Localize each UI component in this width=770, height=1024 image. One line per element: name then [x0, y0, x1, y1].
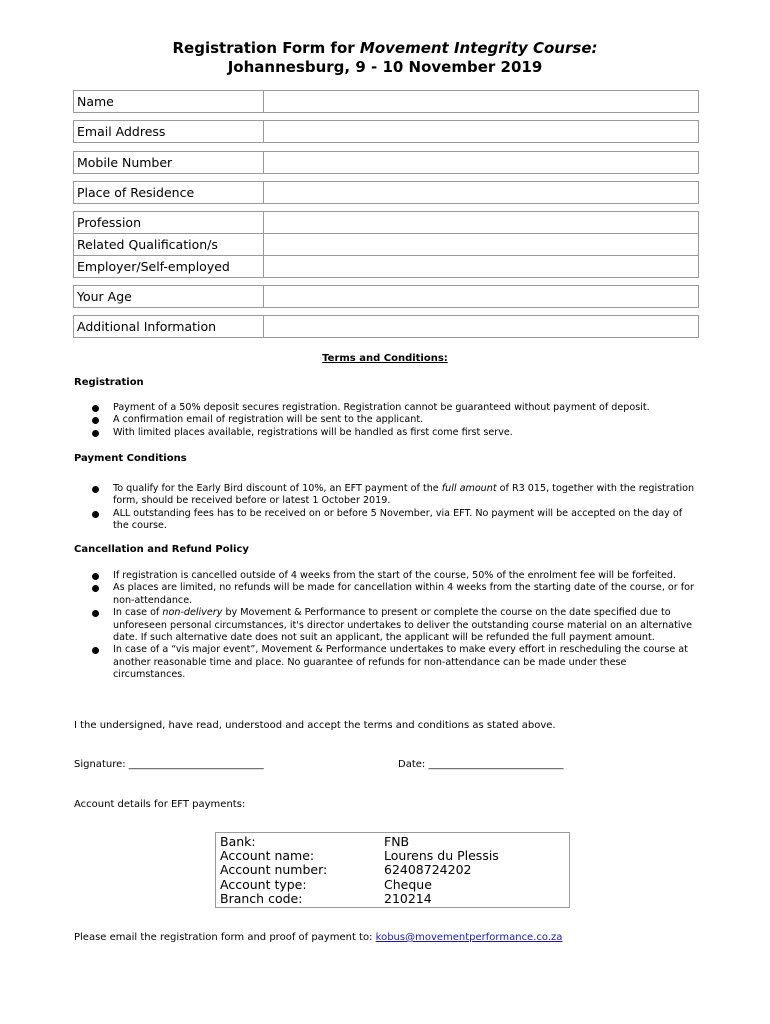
- mobile-label: Mobile Number: [73, 151, 264, 174]
- payment-heading: Payment Conditions: [74, 453, 187, 464]
- email-label: Email Address: [73, 120, 264, 143]
- age-input[interactable]: [264, 285, 699, 308]
- field-name-table: [73, 90, 699, 113]
- field-mobile-table: [73, 151, 699, 174]
- list-item: As places are limited, no refunds will be made for cancellation within 4 weeks from the starting date of the course, or for non-attendance.: [88, 582, 700, 607]
- terms-heading: Terms and Conditions:: [322, 353, 448, 364]
- account-intro: Account details for EFT payments:: [74, 799, 246, 810]
- additional-label: Additional Information: [73, 315, 264, 338]
- list-item: In case of a “vis major event”, Movement & Performance undertakes to make every effort in rescheduling the course at another reasonable time and place. No guarantee of refunds for non-attendance can be made under these circumstances.: [88, 644, 700, 681]
- residence-label: Place of Residence: [73, 181, 264, 204]
- signature-line: Signature: ___________________________: [74, 759, 264, 770]
- field-residence-table: [73, 181, 699, 204]
- mobile-input[interactable]: [264, 151, 699, 174]
- course-name: Movement Integrity Course:: [359, 39, 598, 57]
- field-email-table: [73, 120, 699, 143]
- name-label: Name: [73, 90, 264, 113]
- registration-heading: Registration: [74, 377, 144, 388]
- list-item: Payment of a 50% deposit secures registration. Registration cannot be guaranteed without payment of deposit.: [88, 402, 700, 414]
- registration-list: [88, 402, 700, 439]
- qualification-input[interactable]: [264, 234, 699, 256]
- list-item: ALL outstanding fees has to be received on or before 5 November, via EFT. No payment will be accepted on the day of the course.: [88, 508, 700, 533]
- field-profession-table: [73, 211, 699, 278]
- profession-label: Profession: [73, 211, 264, 234]
- list-item: With limited places available, registrations will be handled as first come first serve.: [88, 427, 700, 439]
- acceptance-statement: I the undersigned, have read, understood and accept the terms and conditions as stated above.: [74, 720, 556, 731]
- name-input[interactable]: [264, 90, 699, 113]
- date-line: Date: ___________________________: [398, 759, 564, 770]
- profession-input[interactable]: [264, 211, 699, 234]
- bank-details-box: Bank: FNB Account name: Lourens du Plessis Account number: 62408724202 Account type: Cheque Branch code: 210214: [215, 832, 570, 908]
- payment-list: [88, 483, 700, 533]
- page-subtitle: Johannesburg, 9 - 10 November 2019: [227, 58, 543, 76]
- page-title: Registration Form for Movement Integrity Course:: [172, 39, 598, 57]
- list-item: To qualify for the Early Bird discount of 10%, an EFT payment of the full amount of R3 015, together with the registration form, should be received before or latest 1 October 2019.: [88, 483, 700, 508]
- field-additional-table: [73, 315, 699, 338]
- residence-input[interactable]: [264, 181, 699, 204]
- cancellation-heading: Cancellation and Refund Policy: [74, 544, 249, 555]
- employer-input[interactable]: [264, 256, 699, 278]
- qualification-label: Related Qualification/s: [73, 234, 264, 256]
- list-item: If registration is cancelled outside of 4 weeks from the start of the course, 50% of the enrolment fee will be forfeited.: [88, 570, 700, 582]
- footer-instruction: Please email the registration form and proof of payment to: kobus@movementperformance.co.za: [74, 932, 563, 943]
- field-age-table: [73, 285, 699, 308]
- employer-label: Employer/Self-employed: [73, 256, 264, 278]
- cancellation-list: [88, 570, 700, 682]
- list-item: In case of non-delivery by Movement & Performance to present or complete the course on the date specified due to unforeseen personal circumstances, it's director undertakes to deliver the outstanding course material on an alternative date. If such alternative date does not suit an applicant, the applicant will be refunded the full payment amount.: [88, 607, 700, 644]
- list-item: A confirmation email of registration will be sent to the applicant.: [88, 414, 700, 426]
- email-link[interactable]: kobus@movementperformance.co.za: [375, 932, 563, 943]
- additional-input[interactable]: [264, 315, 699, 338]
- email-input[interactable]: [264, 120, 699, 143]
- age-label: Your Age: [73, 285, 264, 308]
